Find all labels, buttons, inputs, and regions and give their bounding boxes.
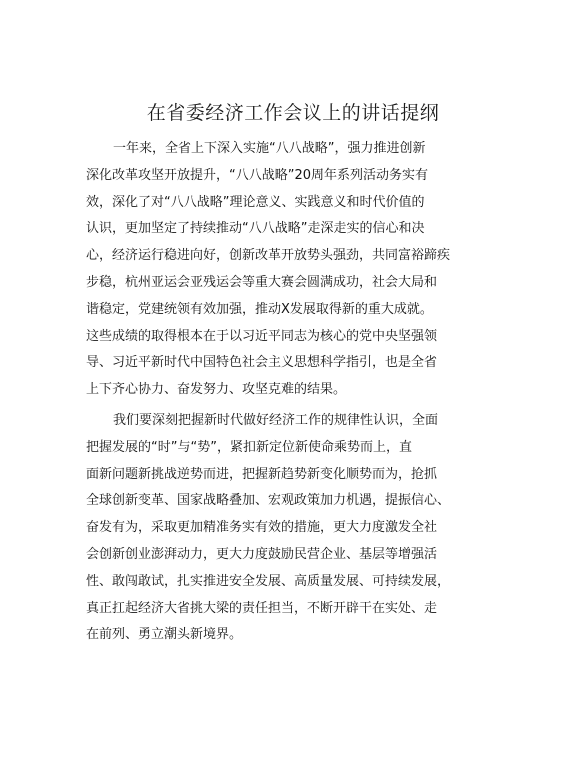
paragraph-1 (86, 136, 506, 404)
paragraph-2 (86, 408, 506, 649)
text-line: 真正扛起经济大省挑大梁的责任担当，不断开辟干在实处、走 (86, 600, 438, 616)
text-line: 步稳，杭州亚运会亚残运会等重大赛会圆满成功，社会大局和 (86, 274, 438, 290)
text-line: 谐稳定，党建统领有效加强，推动X发展取得新的重大成就。 (86, 301, 433, 317)
document-title: 在省委经济工作会议上的讲话提纲 (146, 102, 440, 124)
text-line: 一年来，全省上下深入实施“八八战略”，强力推进创新 (113, 141, 426, 156)
text-line: 把握发展的“时”与“势”，紧扣新定位新使命乘势而上，直 (86, 439, 412, 455)
text-line: 我们要深刻把握新时代做好经济工作的规律性认识，全面 (113, 413, 439, 428)
text-line: 心，经济运行稳进向好，创新改革开放势头强劲，共同富裕蹄疾 (86, 248, 451, 264)
text-line: 认识，更加坚定了持续推动“八八战略”走深走实的信心和决 (86, 221, 425, 237)
text-line: 这些成绩的取得根本在于以习近平同志为核心的党中央坚强领 (86, 328, 438, 344)
text-line: 在前列、勇立潮头新境界。 (86, 627, 243, 643)
text-line: 面新问题新挑战逆势而进，把握新趋势新变化顺势而为，抢抓 (86, 466, 438, 482)
text-line: 上下齐心协力、奋发努力、攻坚克难的结果。 (86, 382, 347, 398)
text-line: 导、习近平新时代中国特色社会主义思想科学指引，也是全省 (86, 355, 438, 371)
text-line: 全球创新变革、国家战略叠加、宏观政策加力机遇，提振信心、 (86, 493, 451, 509)
text-line: 性、敢闯敢试，扎实推进安全发展、高质量发展、可持续发展， (86, 573, 451, 589)
text-line: 奋发有为，采取更加精准务实有效的措施，更大力度激发全社 (86, 520, 438, 536)
text-line: 会创新创业澎湃动力，更大力度鼓励民营企业、基层等增强活 (86, 546, 438, 562)
text-line: 深化改革攻坚开放提升，“八八战略”20周年系列活动务实有 (86, 167, 429, 183)
text-line: 效，深化了对“八八战略”理论意义、实践意义和时代价值的 (86, 194, 425, 210)
